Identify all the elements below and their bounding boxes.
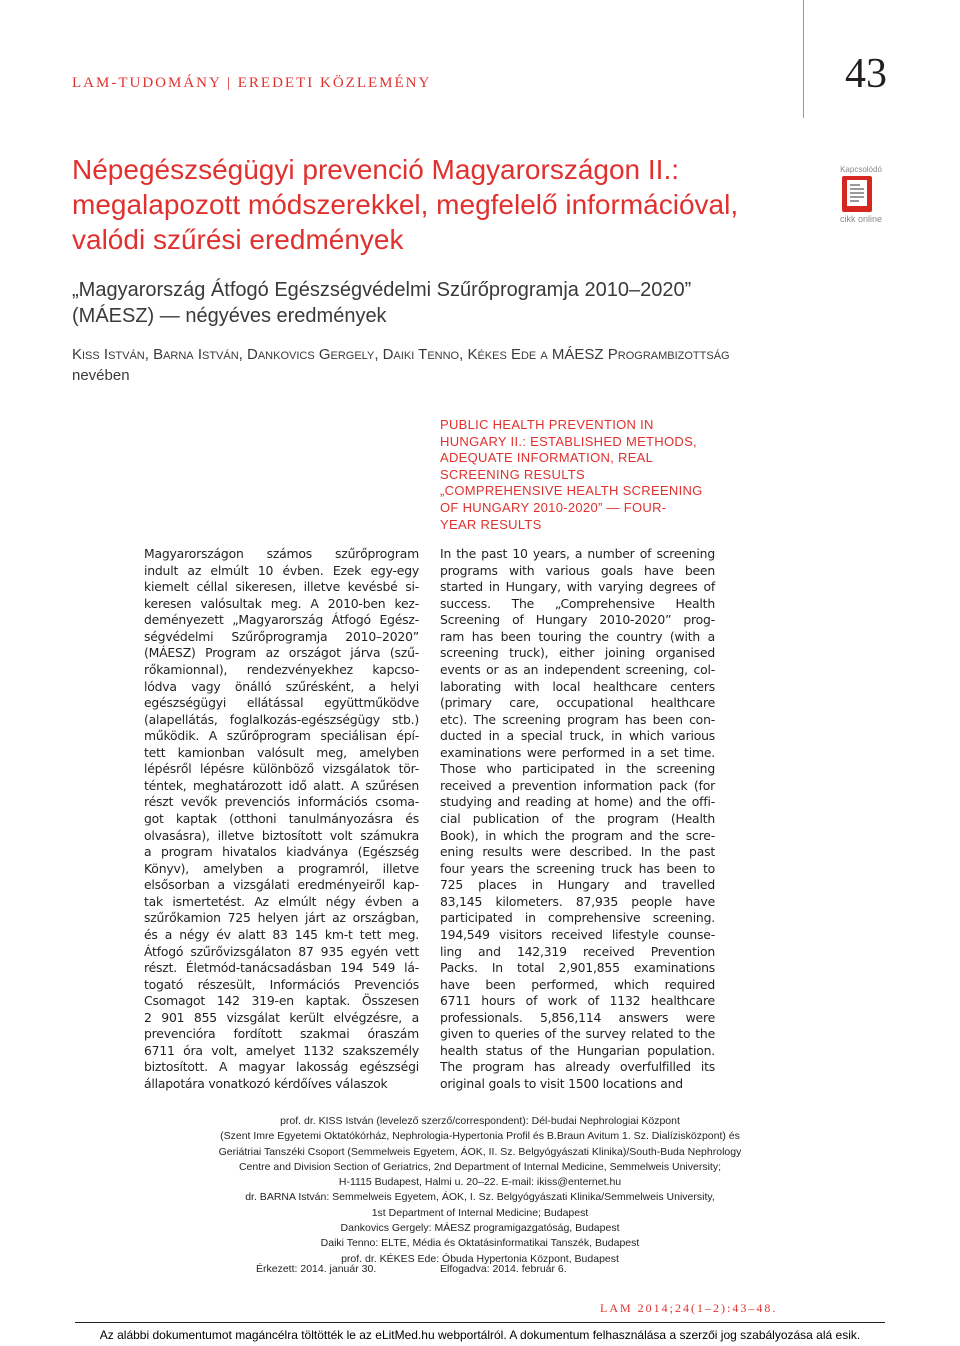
abstract-line: állapotára vonatkozó kérdőíves válaszok [144, 1076, 388, 1091]
abstract-line: In the past 10 years, a number of screening [440, 546, 715, 561]
abstract-line: participated in comprehensive screening. [440, 910, 715, 926]
abstract-line: szűrőkamion 725 helyen járt az országban, [144, 910, 419, 926]
abstract-line: és a négy év alatt 83 145 km-t tett meg. [144, 926, 419, 942]
accepted-date: Elfogadva: 2014. február 6. [440, 1263, 567, 1275]
abstract-line: a program hivatalos kiadványa (Egészség [144, 844, 419, 860]
abstract-line: 2 901 855 vizsgálat került elvégzésre, a [144, 1009, 419, 1025]
english-title-line: „COMPREHENSIVE HEALTH SCREENING [440, 483, 703, 499]
header-divider-line [803, 0, 804, 118]
abstract-line: (primary care, occupational healthcare [440, 695, 715, 711]
abstract-line: Csomagot 142 319-en kaptak. Összesen [144, 993, 419, 1009]
abstract-line: got kaptak (otthoni tanulmányozásra és [144, 811, 419, 826]
abstract-line: tett kamionban valósult meg, amelyben [144, 744, 419, 760]
footer-divider [75, 1322, 885, 1323]
abstract-line: Packs. In total 2,901,855 examinations [440, 960, 715, 976]
abstract-line: health status of the Hungarian population. [440, 1042, 715, 1058]
english-title-line: ADEQUATE INFORMATION, REAL [440, 450, 654, 466]
article-subtitle [72, 277, 812, 329]
author-list-line: Kiss István, Barna István, Dankovics Gergely, Daiki Tenno, Kékes Ede a MÁESZ Programbizottság [72, 346, 730, 363]
abstract-line: tak ismertetést. Az elmúlt négy évben a [144, 893, 419, 909]
affiliation-line: prof. dr. KÉKES Ede: Óbuda Hypertonia Központ, Budapest [341, 1252, 619, 1265]
english-title [440, 417, 730, 533]
abstract-line: Those who participated in the screening [440, 761, 715, 777]
english-title-line: OF HUNGARY 2010-2020” — FOUR- [440, 499, 667, 515]
abstract-line: screening truck), either joining organised [440, 645, 715, 661]
abstract-line: (alapellátás, foglalkozás-egészségügy stb.) [144, 711, 419, 727]
abstract-line: ening results were described. In the past [440, 844, 715, 860]
abstract-line: ram has been touring the country (with a [440, 628, 715, 644]
abstract-line: részt. Életmód-tanácsadásban 194 549 lá- [144, 960, 419, 976]
abstract-line: ling and 142,319 received Prevention [440, 943, 715, 959]
affiliation-line: dr. BARNA István: Semmelweis Egyetem, ÁOK, I. Sz. Belgyógyászati Klinika/Semmelweis University, [245, 1191, 715, 1204]
received-date: Érkezett: 2014. január 30. [256, 1263, 377, 1275]
related-article-online-label: cikk online [839, 214, 883, 224]
document-icon [847, 180, 867, 206]
abstract-line: téntek, meghatározott idő alatt. A szűrésen [144, 777, 419, 793]
abstract-line: 6711 hours of work of 1132 healthcare [440, 993, 715, 1009]
affiliation-line: Centre and Division Section of Geriatrics, 2nd Department of Internal Medicine, Semmelweis University; [238, 1160, 722, 1173]
journal-section-header: LAM-TUDOMÁNY | EREDETI KÖZLEMÉNY [72, 75, 432, 91]
affiliation-line: H-1115 Budapest, Halmi u. 20–22. E-mail: ikiss@enternet.hu [338, 1176, 622, 1189]
abstract-line: laborating with local healthcare centers [440, 678, 715, 694]
author-list [72, 344, 812, 386]
abstract-line: lépésről lépésre különböző vizsgálatok tör- [144, 761, 419, 777]
article-title [72, 152, 812, 257]
author-list-line: nevében [72, 367, 130, 384]
abstract-line: 6711 óra volt, amelyet 1132 szakszemély [144, 1042, 419, 1058]
abstract-line: received a prevention information pack (for [440, 777, 715, 793]
abstract-line: studying and reading at home) and the offi- [440, 794, 715, 810]
related-article-label: Kapcsolódó [840, 165, 882, 174]
abstract-line: részt vevők prevenciós információs csoma- [144, 794, 419, 810]
abstract-line: elsősorban a vizsgálati eredményeiről kap- [144, 877, 419, 893]
abstract-line: működik. A szűrőprogram speciálisan épí- [144, 728, 419, 744]
article-title-line: Népegészségügyi prevenció Magyarországon II.: [72, 154, 680, 185]
journal-citation: LAM 2014;24(1–2):43–48. [600, 1301, 778, 1315]
abstract-line: The program has already overfulfilled its [440, 1059, 715, 1075]
abstract-line: biztosított. A magyar lakosság egészségi [144, 1059, 419, 1075]
abstract-line: togató részesült, Információs Prevenciós [144, 976, 419, 992]
related-article-button[interactable] [842, 176, 872, 212]
abstract-line: keresen valósultak meg. A 2010-ben kez- [144, 595, 419, 611]
abstract-line: egészségügyi ellátással együttműködve [144, 695, 419, 711]
abstract-line: ségvédelmi Szűrőprogramja 2010–2020” [144, 628, 419, 644]
affiliation-line: Dankovics Gergely: MÁESZ programigazgatóság, Budapest [340, 1222, 620, 1235]
page-number: 43 [845, 51, 887, 97]
abstract-line: four years the screening truck has been to [440, 860, 715, 876]
abstract-line: Magyarországon számos szűrőprogram [144, 546, 419, 561]
english-title-line: SCREENING RESULTS [440, 466, 585, 482]
affiliation-line: (Szent Imre Egyetemi Oktatókórház, Nephrologia-Hypertonia Profil és B.Braun Avitum 1. Sz. Dialízisközpont) és [220, 1130, 740, 1143]
abstract-line: kiemelt céllal sikeresen, illetve kevésbé si- [144, 579, 419, 595]
affiliation-line: prof. dr. KISS István (levelező szerző/correspondent): Dél-budai Nephrologiai Központ [280, 1115, 680, 1127]
abstract-line: examinations were performed in a set time. [440, 744, 715, 760]
abstract-line: professionals. 5,856,114 answers were [440, 1009, 715, 1025]
author-affiliations [140, 1114, 820, 1267]
abstract-line: lódva vagy önálló szűrésként, a helyi [144, 678, 419, 694]
article-title-line: megalapozott módszerekkel, megfelelő információval, [72, 189, 739, 220]
abstract-line: ducted in a special truck, in which various [440, 728, 715, 744]
abstract-line: given to queries of the survey related to the [440, 1026, 715, 1042]
abstract-english [440, 546, 715, 1093]
abstract-line: olvasásra), illetve biztosított volt számukra [144, 827, 419, 843]
article-subtitle-line: „Magyarország Átfogó Egészségvédelmi Szűrőprogramja 2010–2020” [72, 279, 692, 301]
abstract-line: rőkamionnal), rendezvényekhez kapcso- [144, 661, 419, 677]
abstract-line: Átfogó szűrővizsgálaton 87 935 egyén vett [144, 943, 419, 959]
abstract-line: 725 places in Hungary and travelled [440, 877, 715, 893]
abstract-line: events or as an independent screening, col- [440, 661, 715, 677]
abstract-line: Book), in which the program and the scre- [440, 827, 715, 843]
abstract-line: 194,549 visitors received lifestyle counse- [440, 926, 715, 942]
abstract-line: started in Hungary, with varying degrees of [440, 579, 715, 595]
abstract-line: 83,145 kilometers. 87,935 people have [440, 893, 715, 909]
abstract-line: prevencióra fordított szakmai óraszám [144, 1026, 419, 1042]
affiliation-line: Geriátriai Tanszéki Csoport (Semmelweis Egyetem, ÁOK, II. Sz. Belgyógyászati Klinika)/South-Buda Nephrology [218, 1145, 742, 1158]
abstract-line: success. The „Comprehensive Health [440, 595, 715, 611]
abstract-line: (MÁESZ) Program az országot járva (szű- [144, 645, 419, 661]
download-notice: Az alábbi dokumentumot magáncélra töltötték le az eLitMed.hu webportálról. A dokumentum felhasználása a szerzői jog szabályozása alá esik. [99, 1328, 861, 1342]
article-title-line: valódi szűrési eredmények [72, 224, 404, 255]
abstract-line: programs with various goals have been [440, 562, 715, 578]
abstract-line: Screening of Hungary 2010-2020” prog- [440, 612, 715, 628]
english-title-line: HUNGARY II.: ESTABLISHED METHODS, [440, 433, 697, 449]
article-subtitle-line: (MÁESZ) — négyéves eredmények [72, 305, 387, 327]
english-title-line: YEAR RESULTS [440, 516, 542, 532]
affiliation-line: Daiki Tenno: ELTE, Média és Oktatásinformatikai Tanszék, Budapest [320, 1237, 640, 1250]
abstract-line: have been performed, which required [440, 976, 715, 992]
affiliation-line: 1st Department of Internal Medicine; Budapest [371, 1206, 589, 1219]
abstract-line: cial publication of the program (Health [440, 811, 715, 826]
abstract-line: Könyv), amelyben a programról, illetve [144, 860, 419, 876]
abstract-line: deményezett „Magyarország Átfogó Egész- [144, 612, 419, 628]
abstract-line: original goals to visit 1500 locations and [440, 1076, 683, 1091]
abstract-line: indult az elmúlt 10 évben. Ezek egy-egy [144, 562, 419, 578]
abstract-line: etc). The screening program has been con- [440, 711, 715, 727]
english-title-line: PUBLIC HEALTH PREVENTION IN [440, 417, 654, 432]
abstract-hungarian [144, 546, 419, 1093]
